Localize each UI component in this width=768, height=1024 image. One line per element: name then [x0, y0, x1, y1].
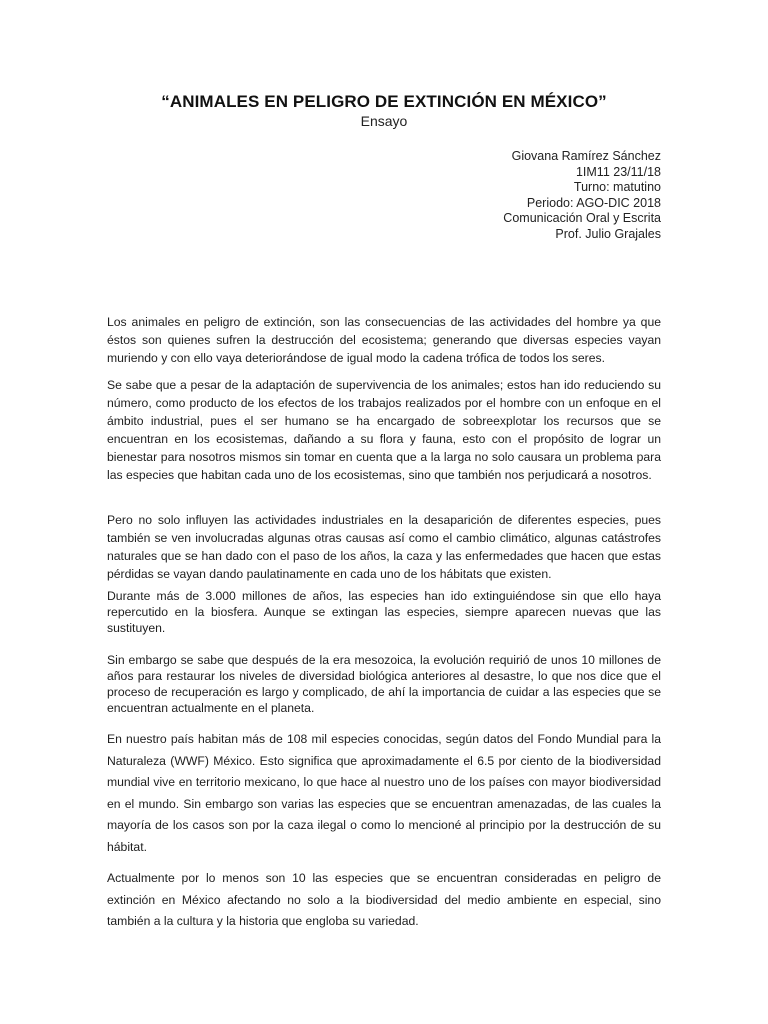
paragraph: Se sabe que a pesar de la adaptación de supervivencia de los animales; estos han ido reduciendo su número, como producto de los efectos de los trabajos realizados por el hombre con un enfoque en el ámbito industrial, pues el ser humano se ha encargado de sobreexplotar los recursos que se encuentran en los ecosistemas, dañando a su flora y fauna, esto con el propósito de lograr un bienestar para nosotros mismos sin tomar en cuenta que a la larga no solo causara un problema para las especies que habitan cada uno de los ecosistemas, sino que también nos perjudicará a nosotros. [107, 378, 661, 482]
course-name: Comunicación Oral y Escrita [503, 211, 661, 225]
shift: Turno: matutino [573, 180, 661, 194]
paragraph-7-container [107, 868, 661, 933]
paragraph-3-container [107, 511, 661, 583]
author-name: Giovana Ramírez Sánchez [511, 149, 661, 163]
paragraph: Actualmente por lo menos son 10 las especies que se encuentran consideradas en peligro de extinción en México afectando no solo a la biodiversidad del medio ambiente en especial, sino también a la cultura y la historia que engloba su variedad. [107, 871, 661, 928]
professor-name: Prof. Julio Grajales [555, 226, 661, 241]
paragraph: Durante más de 3.000 millones de años, las especies han ido extinguiéndose sin que ello haya repercutido en la biosfera. Aunque se extingan las especies, siempre aparecen nuevas que las sustituyen. [107, 589, 661, 635]
paragraph-2-container [107, 376, 661, 484]
period: Periodo: AGO-DIC 2018 [526, 195, 661, 210]
paragraph: En nuestro país habitan más de 108 mil especies conocidas, según datos del Fondo Mundial para la Naturaleza (WWF) México. Esto significa que aproximadamente el 6.5 por ciento de la biodiversidad mundial vive en territorio mexicano, lo que hace al nuestro uno de los países con mayor biodiversidad en el mundo. Sin embargo son varias las especies que se encuentran amenazadas, de las cuales la mayoría de los casos son por la caza ilegal o como lo mencioné al principio por la destrucción de su hábitat. [107, 732, 661, 854]
paragraph-6-container [107, 729, 661, 858]
paragraph-5-container [107, 652, 661, 716]
paragraph-4-container [107, 588, 661, 636]
paragraph: Los animales en peligro de extinción, son las consecuencias de las actividades del hombre ya que éstos son quienes sufren la destrucción del ecosistema; generando que diversas especies vayan muriendo y con ello vaya deteriorándose de igual modo la cadena trófica de todos los seres. [107, 315, 661, 365]
paragraph-1-container [107, 313, 661, 367]
author-info-block [503, 149, 661, 242]
paragraph: Sin embargo se sabe que después de la era mesozoica, la evolución requirió de unos 10 millones de años para restaurar los niveles de diversidad biológica anteriores al desastre, lo que nos dice que el proceso de recuperación es largo y complicado, de ahí la importancia de cuidar a las especies que se encuentran actualmente en el planeta. [107, 653, 661, 715]
document-subtitle: Ensayo [360, 113, 408, 129]
group-and-date: 1IM11 23/11/18 [575, 164, 661, 179]
document-title: “ANIMALES EN PELIGRO DE EXTINCIÓN EN MÉXICO” [161, 92, 607, 111]
paragraph: Pero no solo influyen las actividades industriales en la desaparición de diferentes especies, pues también se ven involucradas algunas otras causas así como el cambio climático, algunas catástrofes naturales que se han dado con el paso de los años, la caza y las enfermedades que hacen que estas pérdidas se vayan dando paulatinamente en cada uno de los hábitats que existen. [107, 513, 661, 581]
